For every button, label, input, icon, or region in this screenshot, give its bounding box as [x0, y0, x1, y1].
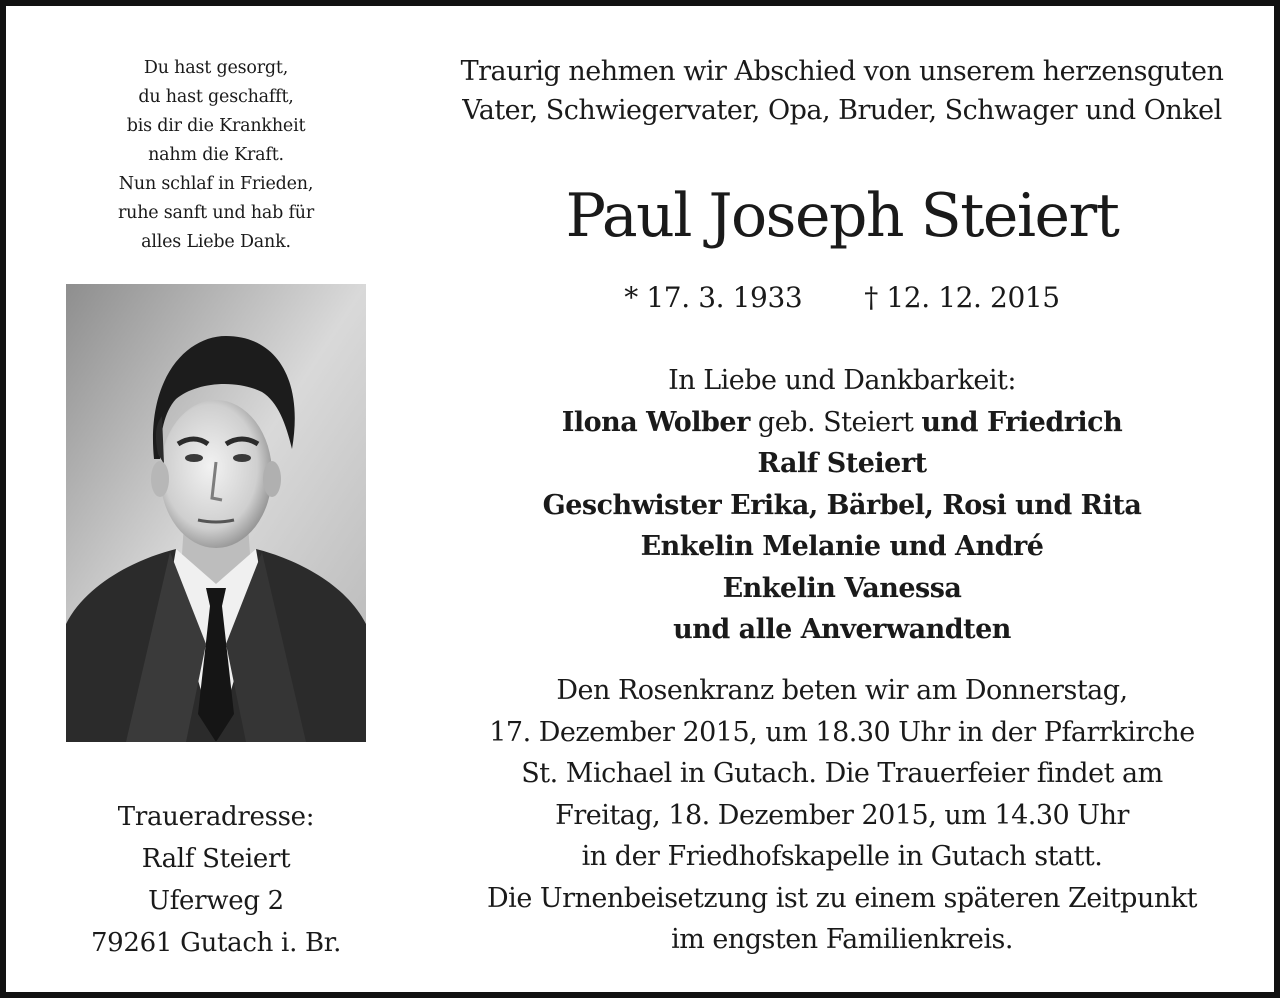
mourners-heading: In Liebe und Dankbarkeit: [668, 365, 1016, 396]
intro-line: Vater, Schwiegervater, Opa, Bruder, Schwager und Onkel [462, 95, 1222, 126]
poem-line: ruhe sanft und hab für [117, 203, 315, 223]
life-dates [436, 278, 1248, 318]
mourner-line: Enkelin Melanie und André [640, 531, 1044, 562]
mourner-note: geb. Steiert [749, 406, 922, 438]
address-name: Ralf Steiert [141, 844, 291, 874]
address-city: 79261 Gutach i. Br. [90, 928, 342, 958]
portrait-photo [66, 284, 366, 742]
poem-line: Du hast gesorgt, [143, 58, 289, 78]
mourner-line: Ralf Steiert [757, 448, 927, 479]
portrait-illustration [66, 284, 366, 742]
service-line: Freitag, 18. Dezember 2015, um 14.30 Uhr [555, 799, 1129, 831]
poem-line: alles Liebe Dank. [141, 232, 291, 252]
poem-line: du hast geschafft, [138, 87, 294, 107]
address-label: Traueradresse: [117, 802, 315, 832]
mourner-line: Geschwister Erika, Bärbel, Rosi und Rita [542, 489, 1142, 521]
death-date: † 12. 12. 2015 [864, 281, 1060, 314]
birth-date: * 17. 3. 1933 [624, 281, 803, 314]
poem-line: nahm die Kraft. [148, 145, 284, 165]
service-line: 17. Dezember 2015, um 18.30 Uhr in der Pfarrkirche [489, 716, 1195, 748]
poem-line: Nun schlaf in Frieden, [118, 174, 314, 194]
mourning-address [46, 796, 386, 964]
service-line: im engsten Familienkreis. [671, 924, 1013, 955]
address-street: Uferweg 2 [148, 886, 284, 916]
deceased-name: Paul Joseph Steiert [565, 181, 1119, 251]
service-details [436, 670, 1248, 961]
intro-block [436, 52, 1248, 130]
mourner-name: Ilona Wolber [561, 406, 750, 438]
poem [46, 54, 386, 257]
intro-text [436, 52, 1248, 130]
intro-line: Traurig nehmen wir Abschied von unserem herzensguten [460, 56, 1224, 87]
mourner-line [436, 402, 1248, 444]
mourner-name: und Friedrich [921, 406, 1123, 438]
poem-line: bis dir die Krankheit [126, 116, 306, 136]
poem-block [46, 54, 386, 257]
service-line: Den Rosenkranz beten wir am Donnerstag, [556, 675, 1128, 706]
mourner-line: Enkelin Vanessa [722, 572, 962, 604]
mourners-list [436, 360, 1248, 651]
mourner-line: und alle Anverwandten [673, 614, 1011, 645]
service-line: Die Urnenbeisetzung ist zu einem späteren Zeitpunkt [487, 882, 1197, 914]
service-line: St. Michael in Gutach. Die Trauerfeier findet am [521, 758, 1163, 789]
service-line: in der Friedhofskapelle in Gutach statt. [581, 841, 1103, 872]
